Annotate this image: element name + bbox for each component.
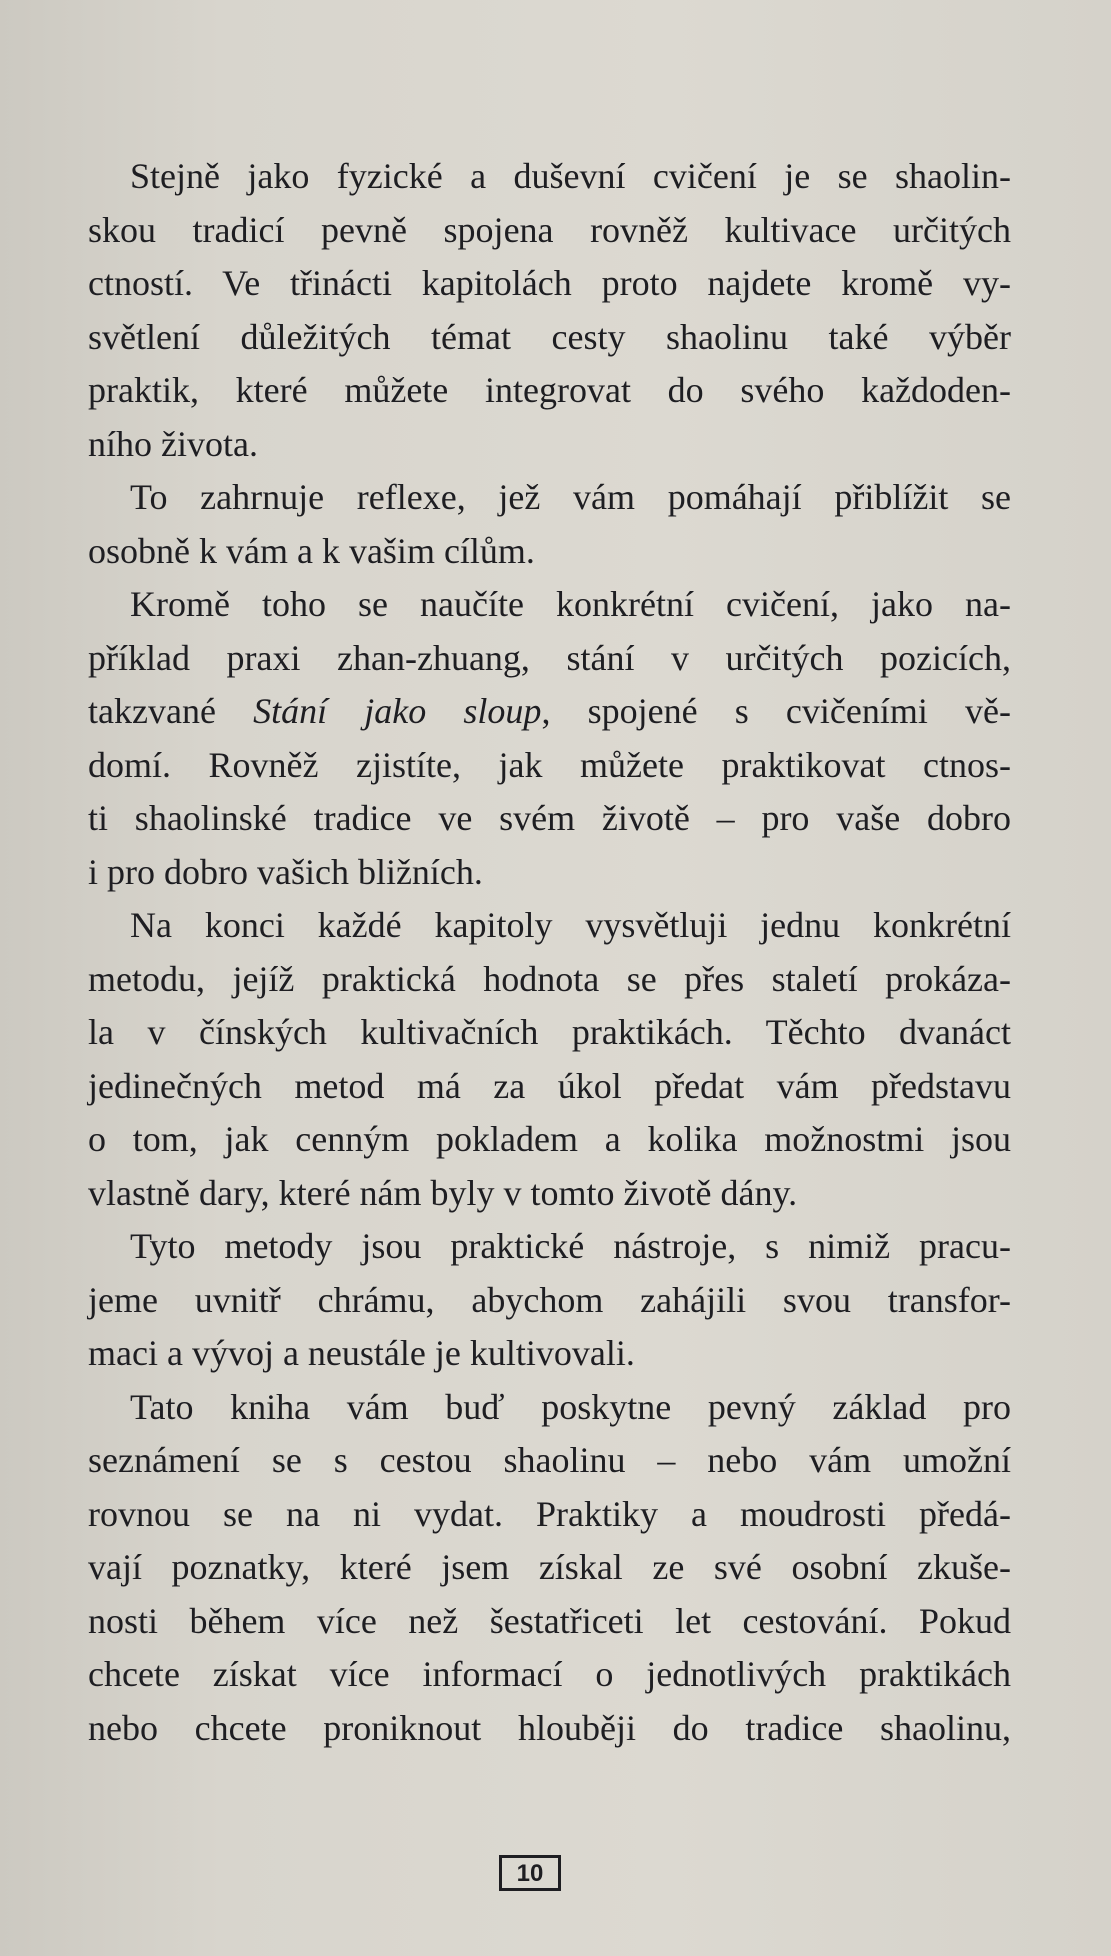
text-line: vají poznatky, které jsem získal ze své osobní zkuše- xyxy=(88,1547,1011,1587)
paragraph-1 xyxy=(88,150,1011,471)
text-line: To zahrnuje reflexe, jež vám pomáhají přiblížit se xyxy=(130,477,1011,517)
text-line: Kromě toho se naučíte konkrétní cvičení, jako na- xyxy=(130,584,1011,624)
text-line: nebo chcete proniknout hlouběji do tradice shaolinu, xyxy=(88,1707,1011,1748)
text-line: nosti během více než šestatřiceti let cestování. Pokud xyxy=(88,1600,1011,1641)
paragraph-4 xyxy=(88,899,1011,1220)
text-line: rovnou se na ni vydat. Praktiky a moudrosti předá- xyxy=(88,1493,1011,1534)
text-line: Tato kniha vám buď poskytne pevný základ pro xyxy=(130,1386,1011,1427)
text-line: maci a vývoj a neustále je kultivovali. xyxy=(88,1333,635,1373)
text-line: skou tradicí pevně spojena rovněž kultivace určitých xyxy=(88,209,1011,250)
page-number: 10 xyxy=(499,1855,561,1891)
text-line: ctností. Ve třinácti kapitolách proto najdete kromě vy- xyxy=(88,263,1011,303)
text-line: osobně k vám a k vašim cílům. xyxy=(88,530,535,571)
paragraph-5 xyxy=(88,1220,1011,1381)
text-fragment: takzvané xyxy=(88,691,254,731)
body-text xyxy=(88,150,1011,1755)
paragraph-6 xyxy=(88,1381,1011,1756)
text-line: o tom, jak cenným pokladem a kolika možnostmi jsou xyxy=(88,1119,1011,1159)
text-line: metodu, jejíž praktická hodnota se přes staletí prokáza- xyxy=(88,958,1011,999)
text-line: jedinečných metod má za úkol předat vám představu xyxy=(88,1065,1011,1106)
text-line: ního života. xyxy=(88,423,258,464)
text-line: ti shaolinské tradice ve svém životě – pro vaše dobro xyxy=(88,798,1011,838)
text-line: světlení důležitých témat cesty shaolinu také výběr xyxy=(88,316,1011,357)
text-line: domí. Rovněž zjistíte, jak můžete praktikovat ctnos- xyxy=(88,744,1011,785)
text-line: i pro dobro vašich bližních. xyxy=(88,851,483,892)
text-line: Na konci každé kapitoly vysvětluji jednu konkrétní xyxy=(130,905,1011,945)
text-line: praktik, které můžete integrovat do svého každoden- xyxy=(88,370,1011,410)
text-line: Stejně jako fyzické a duševní cvičení je se shaolin- xyxy=(130,156,1011,196)
text-line: chcete získat více informací o jednotlivých praktikách xyxy=(88,1654,1011,1694)
text-fragment: , spojené s cvičeními vě- xyxy=(541,691,1012,731)
paragraph-3 xyxy=(88,578,1011,899)
paragraph-2 xyxy=(88,471,1011,578)
text-line: vlastně dary, které nám byly v tomto životě dány. xyxy=(88,1172,798,1213)
text-line: příklad praxi zhan-zhuang, stání v určitých pozicích, xyxy=(88,637,1011,678)
text-line: jeme uvnitř chrámu, abychom zahájili svou transfor- xyxy=(88,1279,1011,1320)
italic-term: Stání jako sloup xyxy=(253,691,542,731)
text-line: seznámení se s cestou shaolinu – nebo vám umožní xyxy=(88,1440,1011,1480)
text-line: Tyto metody jsou praktické nástroje, s nimiž pracu- xyxy=(130,1226,1011,1266)
text-line: la v čínských kultivačních praktikách. Těchto dvanáct xyxy=(88,1012,1011,1052)
text-line-mixed xyxy=(88,685,1011,739)
